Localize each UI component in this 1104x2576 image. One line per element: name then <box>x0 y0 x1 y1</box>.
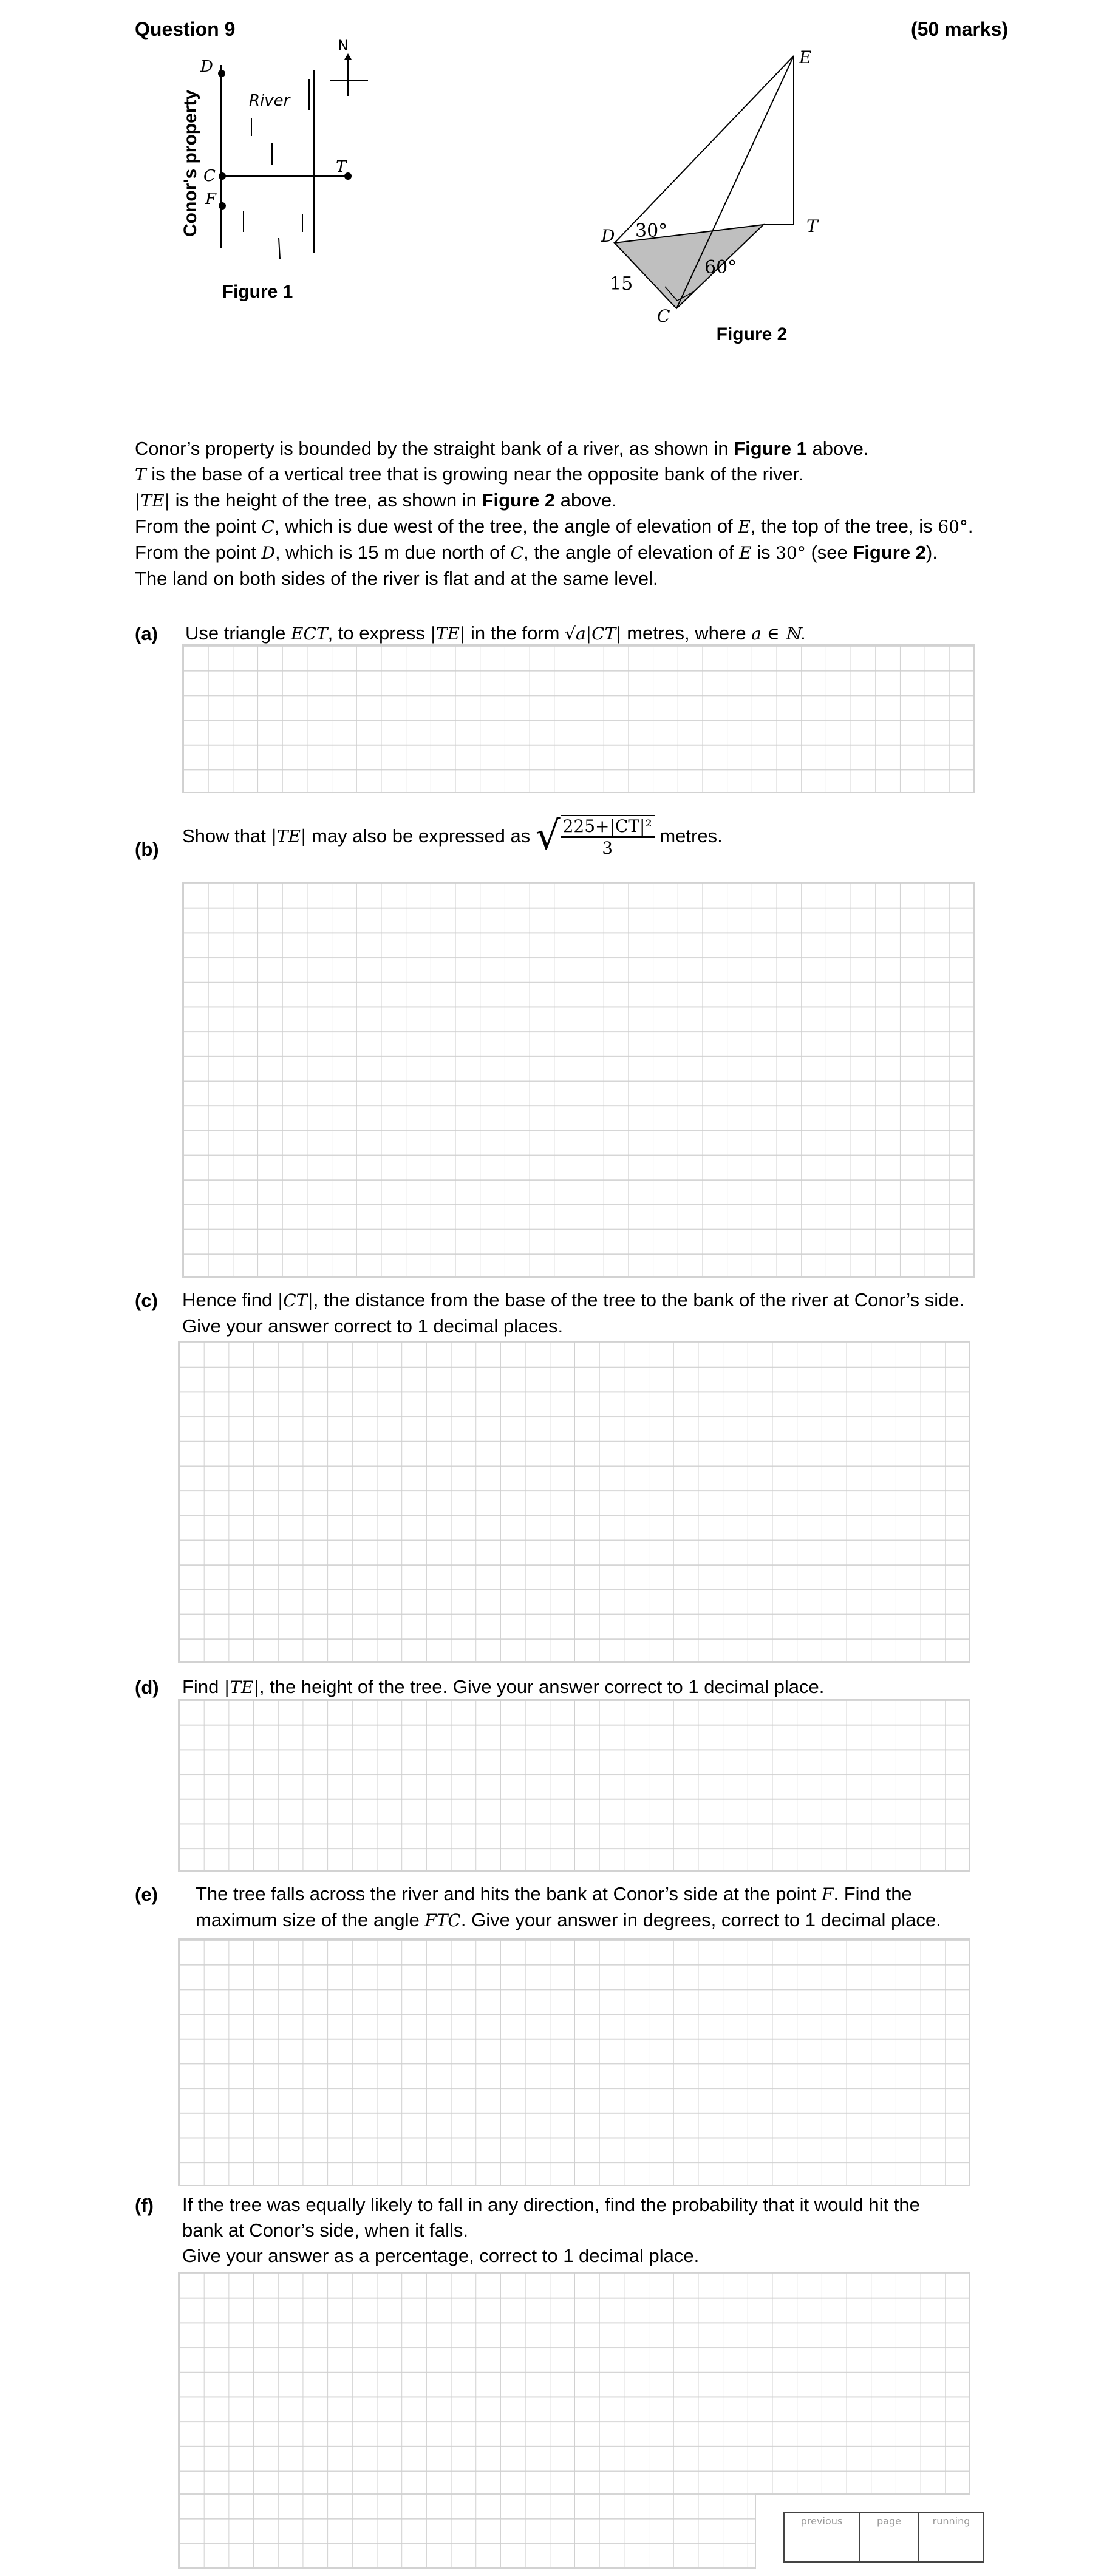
label-t: T <box>336 158 347 176</box>
label-c: C <box>203 167 216 185</box>
angle-c-label: 60° <box>704 257 737 278</box>
answer-grid-f-upper[interactable] <box>178 2272 970 2495</box>
answer-grid-a[interactable] <box>182 644 975 793</box>
figure-2-caption: Figure 2 <box>716 324 788 344</box>
figure-1-caption: Figure 1 <box>222 282 293 302</box>
point-c-dot <box>219 172 226 180</box>
point-d-dot <box>218 70 225 77</box>
stem-line-3: |TE| is the height of the tree, as shown in Figure 2 above. <box>135 489 617 511</box>
part-e-label: (e) <box>135 1884 158 1905</box>
fraction: $\frac{\text{225+|CT|²}}{3}$ <box>561 815 655 858</box>
label-e: E <box>799 47 812 67</box>
question-title: Question 9 <box>135 18 236 40</box>
answer-grid-e[interactable] <box>178 1938 970 2186</box>
label-d: D <box>200 58 213 76</box>
river-label: River <box>249 92 290 110</box>
footer-cell-previous: previous <box>785 2513 860 2561</box>
length-dc-label: 15 <box>610 273 633 295</box>
question-stem <box>135 436 1046 591</box>
marks-footer-table <box>783 2512 984 2563</box>
stem-line-6: The land on both sides of the river is flat and at the same level. <box>135 568 658 589</box>
sqrt-symbol: √ <box>535 814 561 859</box>
figure-1-diagram <box>121 0 425 401</box>
answer-grid-b[interactable] <box>182 882 975 1278</box>
part-d-text: Find |TE|, the height of the tree. Give your answer correct to 1 decimal place. <box>182 1676 825 1697</box>
point-f-dot <box>219 202 226 210</box>
stem-line-5: From the point D, which is 15 m due north of C, the angle of elevation of E is 30° (see Figure 2). <box>135 542 938 563</box>
part-f-label: (f) <box>135 2195 154 2216</box>
part-a-label: (a) <box>135 623 158 644</box>
angle-d-label: 30° <box>635 220 668 242</box>
property-label: Conor's property <box>180 89 200 237</box>
part-c-text: Hence find |CT|, the distance from the base of the tree to the bank of the river at Conor’s side. Give your answer correct to 1 decimal places. <box>182 1289 965 1337</box>
north-label: N <box>338 38 349 53</box>
answer-grid-f-lower[interactable] <box>178 2493 756 2569</box>
part-e-text: The tree falls across the river and hits the bank at Conor’s side at the point F. Find the maximum size of the angle FTC. Give your answer in degrees, correct to 1 decimal place. <box>196 1883 941 1930</box>
part-b-label: (b) <box>135 839 159 860</box>
footer-cell-running: running <box>932 2515 970 2527</box>
stem-line-2: T is the base of a vertical tree that is growing near the opposite bank of the river. <box>135 463 803 485</box>
part-d-label: (d) <box>135 1677 159 1698</box>
part-f-text: If the tree was equally likely to fall in any direction, find the probability that it would hit the bank at Conor’s side, when it falls. Give your answer as a percentage, correct to 1 decimal place. <box>182 2194 920 2266</box>
footer-cell-page: page <box>860 2513 919 2561</box>
answer-grid-c[interactable] <box>178 1341 970 1663</box>
marks-label: (50 marks) <box>911 18 1009 40</box>
label-c2: C <box>657 306 670 326</box>
label-d2: D <box>601 226 615 246</box>
stem-line-1: Conor’s property is bounded by the straight bank of a river, as shown in Figure 1 above. <box>135 438 869 459</box>
label-f: F <box>205 190 217 208</box>
answer-grid-d[interactable] <box>178 1699 970 1872</box>
part-c-label: (c) <box>135 1290 158 1311</box>
part-b-text: Show that |TE| may also be expressed as √ $\frac{\text{225+|CT|²}}{3}$ metres. <box>182 814 723 859</box>
label-t2: T <box>806 216 818 236</box>
stem-line-4: From the point C, which is due west of the tree, the angle of elevation of E, the top of the tree, is 60°. <box>135 516 973 537</box>
figure-2-diagram <box>577 36 881 413</box>
part-a-text: Use triangle ECT, to express |TE| in the form √a|CT| metres, where a ∈ ℕ. <box>185 622 806 644</box>
